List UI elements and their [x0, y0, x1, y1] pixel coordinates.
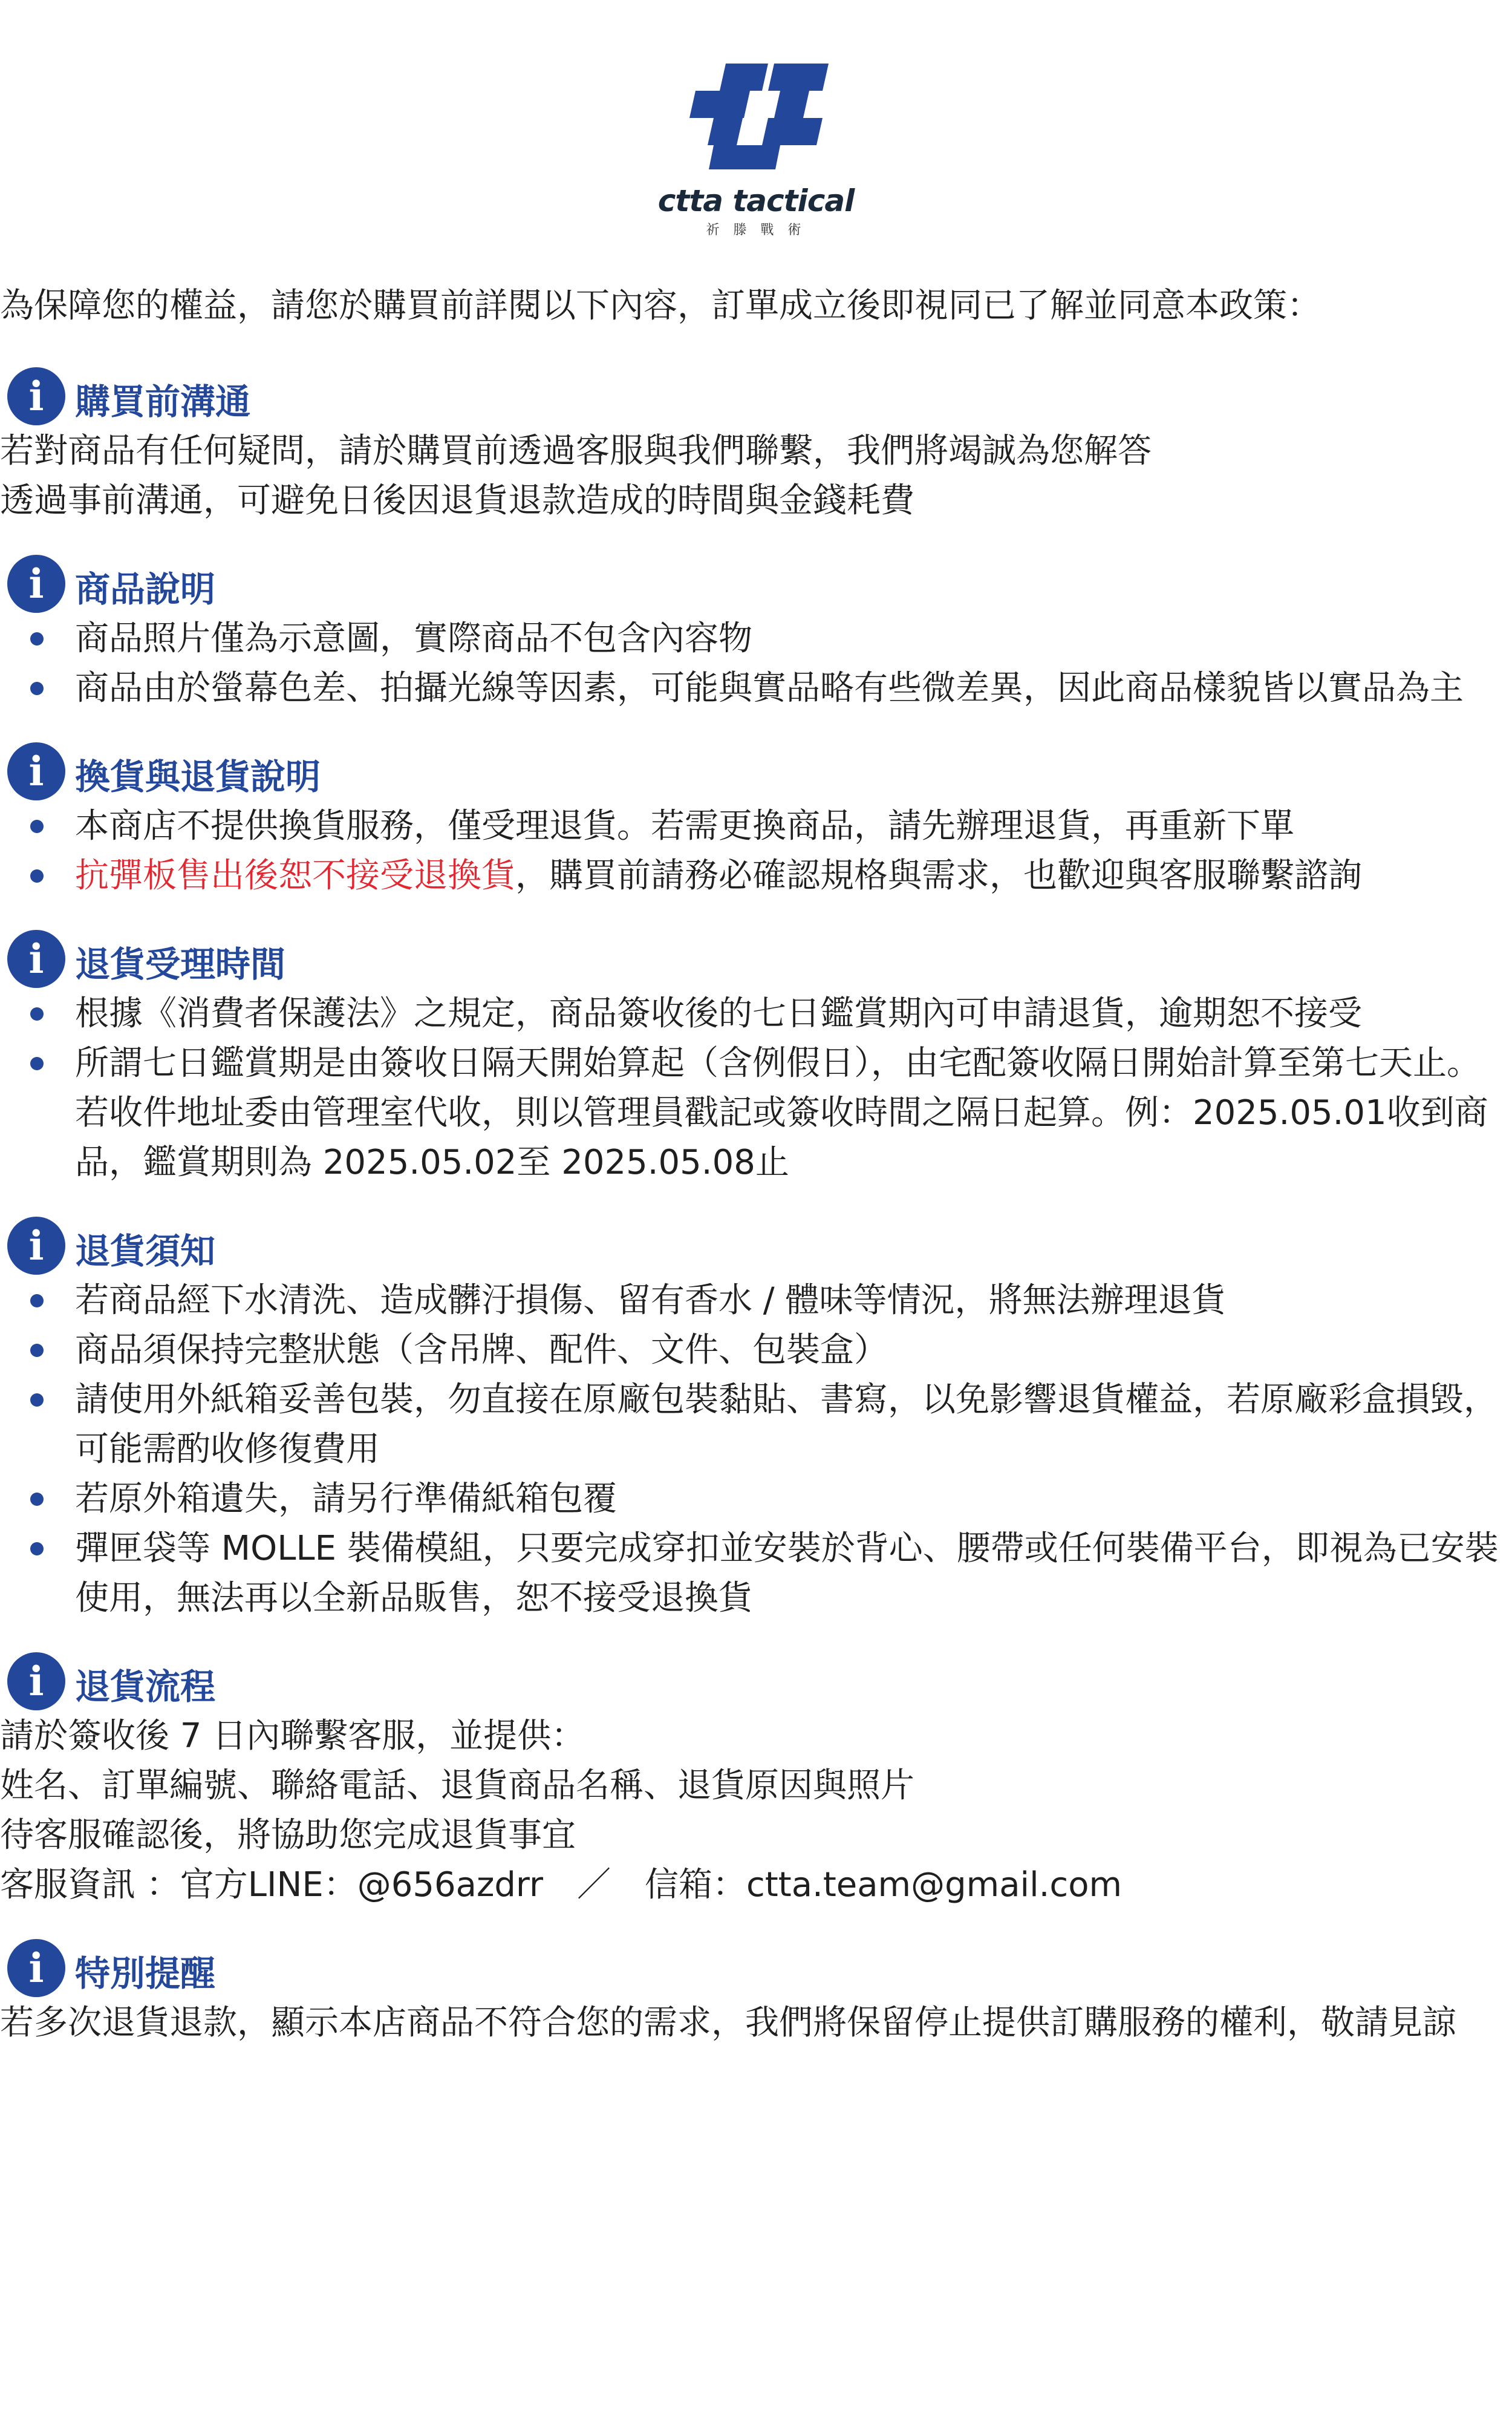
ctta-logo-icon: [677, 57, 835, 175]
section-title: 購買前溝通: [75, 381, 251, 422]
warning-text: 抗彈板售出後恕不接受退換貨: [75, 856, 515, 895]
section-product-info: [0, 554, 1512, 713]
section-return-notes: [0, 1215, 1512, 1623]
section-title: 換貨與退貨說明: [75, 756, 321, 797]
warning-rest-text: ，購買前請務必確認規格與需求，也歡迎與客服聯繫諮詢: [515, 856, 1362, 895]
section-heading: [0, 554, 1512, 614]
contact-info-line: 客服資訊 ：官方LINE：@656azdrr ／ 信箱：ctta.team@gmail.com: [0, 1865, 1123, 1905]
body-line: 透過事前溝通，可避免日後因退貨退款造成的時間與金錢耗費: [0, 481, 914, 520]
brand-subtitle: 祈 滕 戰 術: [706, 223, 806, 238]
list-item: 商品由於螢幕色差、拍攝光線等因素，可能與實品略有些微差異，因此商品樣貌皆以實品為主: [0, 664, 1512, 713]
body-line: 若對商品有任何疑問，請於購買前透過客服與我們聯繫，我們將竭誠為您解答: [0, 431, 1152, 471]
section-heading: [0, 1215, 1512, 1276]
list-item: 若商品經下水清洗、造成髒汙損傷、留有香水 / 體味等情況，將無法辦理退貨: [0, 1276, 1512, 1326]
list-item-warning: [0, 851, 1512, 901]
bullet-list: [0, 802, 1512, 901]
section-title: 特別提醒: [75, 1953, 216, 1994]
info-icon: i: [7, 930, 65, 988]
bullet-list: [0, 1276, 1512, 1623]
bullet-list: [0, 614, 1512, 713]
section-title: 退貨須知: [75, 1231, 216, 1272]
list-item: 彈匣袋等 MOLLE 裝備模組，只要完成穿扣並安裝於背心、腰帶或任何裝備平台，即視為已安裝使用，無法再以全新品販售，恕不接受退換貨: [0, 1524, 1512, 1623]
list-item: 商品須保持完整狀態（含吊牌、配件、文件、包裝盒）: [0, 1326, 1512, 1375]
section-heading: [0, 366, 1512, 427]
info-icon: i: [7, 1652, 65, 1710]
body-line: 若多次退貨退款，顯示本店商品不符合您的需求，我們將保留停止提供訂購服務的權利，敬請見諒: [0, 2003, 1456, 2042]
section-title: 退貨流程: [75, 1666, 216, 1707]
section-exchange-return: [0, 741, 1512, 901]
info-icon: i: [7, 1939, 65, 1997]
body-line: 姓名、訂單編號、聯絡電話、退貨商品名稱、退貨原因與照片: [0, 1766, 914, 1805]
info-icon: i: [7, 367, 65, 425]
brand-name: ctta tactical: [657, 183, 855, 218]
list-item: 請使用外紙箱妥善包裝，勿直接在原廠包裝黏貼、書寫，以免影響退貨權益，若原廠彩盒損毀，可能需酌收修復費用: [0, 1375, 1512, 1474]
section-heading: [0, 1938, 1512, 1998]
section-heading: [0, 929, 1512, 989]
intro-text: 為保障您的權益，請您於購買前詳閱以下內容，訂單成立後即視同已了解並同意本政策：: [0, 286, 1321, 325]
section-special-notice: [0, 1938, 1512, 2048]
body-line: 待客服確認後，將協助您完成退貨事宜: [0, 1816, 576, 1855]
section-return-period: [0, 929, 1512, 1188]
section-heading: [0, 741, 1512, 802]
list-item: 所謂七日鑑賞期是由簽收日隔天開始算起（含例假日），由宅配簽收隔日開始計算至第七天止。若收件地址委由管理室代收，則以管理員戳記或簽收時間之隔日起算。例：2025.05.01收到商品，鑑賞期則為 2025.05.02至 2025.05.08止: [0, 1039, 1512, 1188]
logo: [0, 57, 1512, 241]
bullet-list: [0, 989, 1512, 1188]
info-icon: i: [7, 742, 65, 800]
section-title: 退貨受理時間: [75, 944, 286, 985]
policy-content: [0, 281, 1512, 2048]
section-heading: [0, 1651, 1512, 1712]
info-icon: i: [7, 555, 65, 613]
body-line: 請於簽收後 7 日內聯繫客服，並提供：: [0, 1716, 585, 1756]
list-item: 本商店不提供換貨服務，僅受理退貨。若需更換商品，請先辦理退貨，再重新下單: [0, 802, 1512, 851]
section-title: 商品說明: [75, 569, 216, 610]
list-item: 根據《消費者保護法》之規定，商品簽收後的七日鑑賞期內可申請退貨，逾期恕不接受: [0, 989, 1512, 1039]
section-pre-purchase: [0, 366, 1512, 526]
list-item: 若原外箱遺失，請另行準備紙箱包覆: [0, 1474, 1512, 1524]
list-item: 商品照片僅為示意圖，實際商品不包含內容物: [0, 614, 1512, 664]
info-icon: i: [7, 1217, 65, 1275]
section-return-process: [0, 1651, 1512, 1910]
